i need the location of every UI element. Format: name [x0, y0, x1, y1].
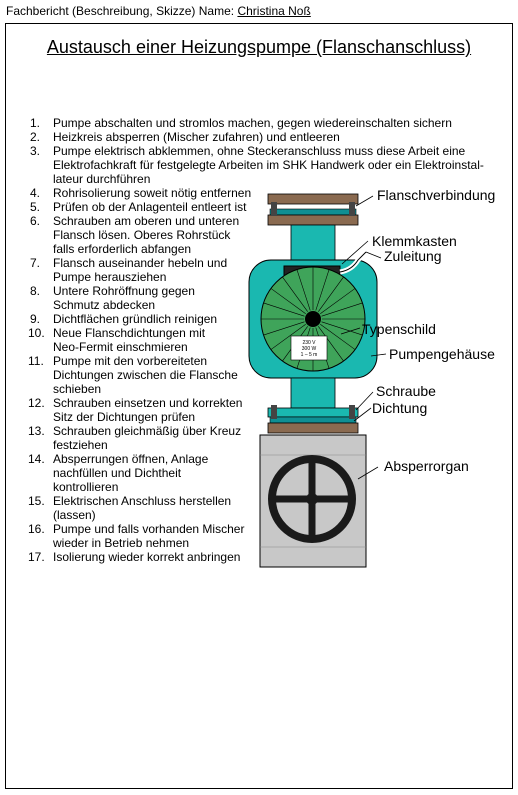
document-frame [5, 23, 513, 789]
step-text: Dichtflächen gründlich reinigen [53, 312, 218, 326]
nameplate-line-1: 230 V [302, 340, 316, 346]
step-number: 5. [30, 200, 41, 214]
step-text: Pumpe abschalten und stromlos machen, gegen wiedereinschalten sichern [53, 116, 452, 130]
step-number: 8. [30, 284, 41, 298]
label-terminal-box: Klemmkasten [372, 233, 457, 249]
step-number: 6. [30, 214, 41, 228]
step-number: 7. [30, 256, 41, 270]
step-number: 10. [28, 326, 45, 340]
step-number: 12. [28, 396, 45, 410]
step-text: Rohrisolierung soweit nötig entfernen [53, 186, 252, 200]
header-prefix: Fachbericht (Beschreibung, Skizze) Name: [6, 4, 238, 18]
step-text: Isolierung wieder korrekt anbringen [53, 550, 241, 564]
step-text: Neue Flanschdichtungen mit Neo-Fermit einschmieren [53, 326, 206, 354]
nameplate-line-2: 300 W [301, 346, 317, 352]
label-supply-line: Zuleitung [384, 248, 442, 264]
label-nameplate: Typenschild [362, 321, 436, 337]
step-text: Flansch auseinander hebeln und Pumpe herausziehen [53, 256, 228, 284]
lower-pipe [291, 378, 335, 408]
nameplate [291, 336, 327, 360]
step-number: 1. [30, 116, 41, 130]
step-text: Absperrungen öffnen, Anlage nachfüllen und Dichtheit kontrollieren [53, 452, 209, 494]
step-text: Schrauben gleichmäßig über Kreuz festziehen [53, 424, 242, 452]
label-seal: Dichtung [372, 400, 428, 416]
step-text: Pumpe elektrisch abklemmen, ohne Steckeranschluss muss diese Arbeit eine Elektrofachkraft für festgelegte Arbeiten im SHK Handwerk oder ein Elektroinstal- lateur durchführen [53, 144, 484, 186]
step-text: Heizkreis absperren (Mischer zufahren) und entleeren [53, 130, 340, 144]
page-header [6, 4, 311, 18]
upper-pipe [291, 225, 335, 261]
step-number: 13. [28, 424, 45, 438]
step-number: 2. [30, 130, 41, 144]
step-number: 16. [28, 522, 45, 536]
upper-flange [268, 194, 358, 225]
label-flange-connection: Flanschverbindung [377, 187, 496, 203]
step-number: 4. [30, 186, 41, 200]
step-number: 11. [28, 354, 44, 368]
step-text: Schrauben am oberen und unteren Flansch lösen. Oberes Rohrstück falls erforderlich abfangen [53, 214, 240, 256]
step-number: 9. [30, 312, 41, 326]
label-shutoff-valve: Absperrorgan [384, 458, 469, 474]
step-text: Pumpe und falls vorhanden Mischer wieder in Betrieb nehmen [53, 522, 245, 550]
step-text: Schrauben einsetzen und korrekten Sitz der Dichtungen prüfen [53, 396, 243, 424]
label-pump-housing: Pumpengehäuse [389, 346, 495, 362]
step-text: Untere Rohröffnung gegen Schmutz abdecken [53, 284, 195, 312]
label-screw: Schraube [376, 383, 436, 399]
document-title: Austausch einer Heizungspumpe (Flanschanschluss) [46, 37, 472, 57]
step-text: Pumpe mit den vorbereiteten Dichtungen zwischen die Flansche schieben [53, 354, 238, 396]
author-name: Christina Noß [237, 4, 311, 18]
step-number: 17. [28, 550, 45, 564]
step-text: Prüfen ob der Anlagenteil entleert ist [53, 200, 247, 214]
nameplate-line-3: 1 – 5 m [300, 352, 318, 358]
lower-flange [268, 405, 358, 433]
shutoff-valve [260, 435, 366, 567]
step-number: 14. [28, 452, 45, 466]
step-number: 3. [30, 144, 41, 158]
pump-diagram [6, 24, 512, 788]
step-text: Elektrischen Anschluss herstellen (lassen) [53, 494, 232, 522]
step-number: 15. [28, 494, 45, 508]
